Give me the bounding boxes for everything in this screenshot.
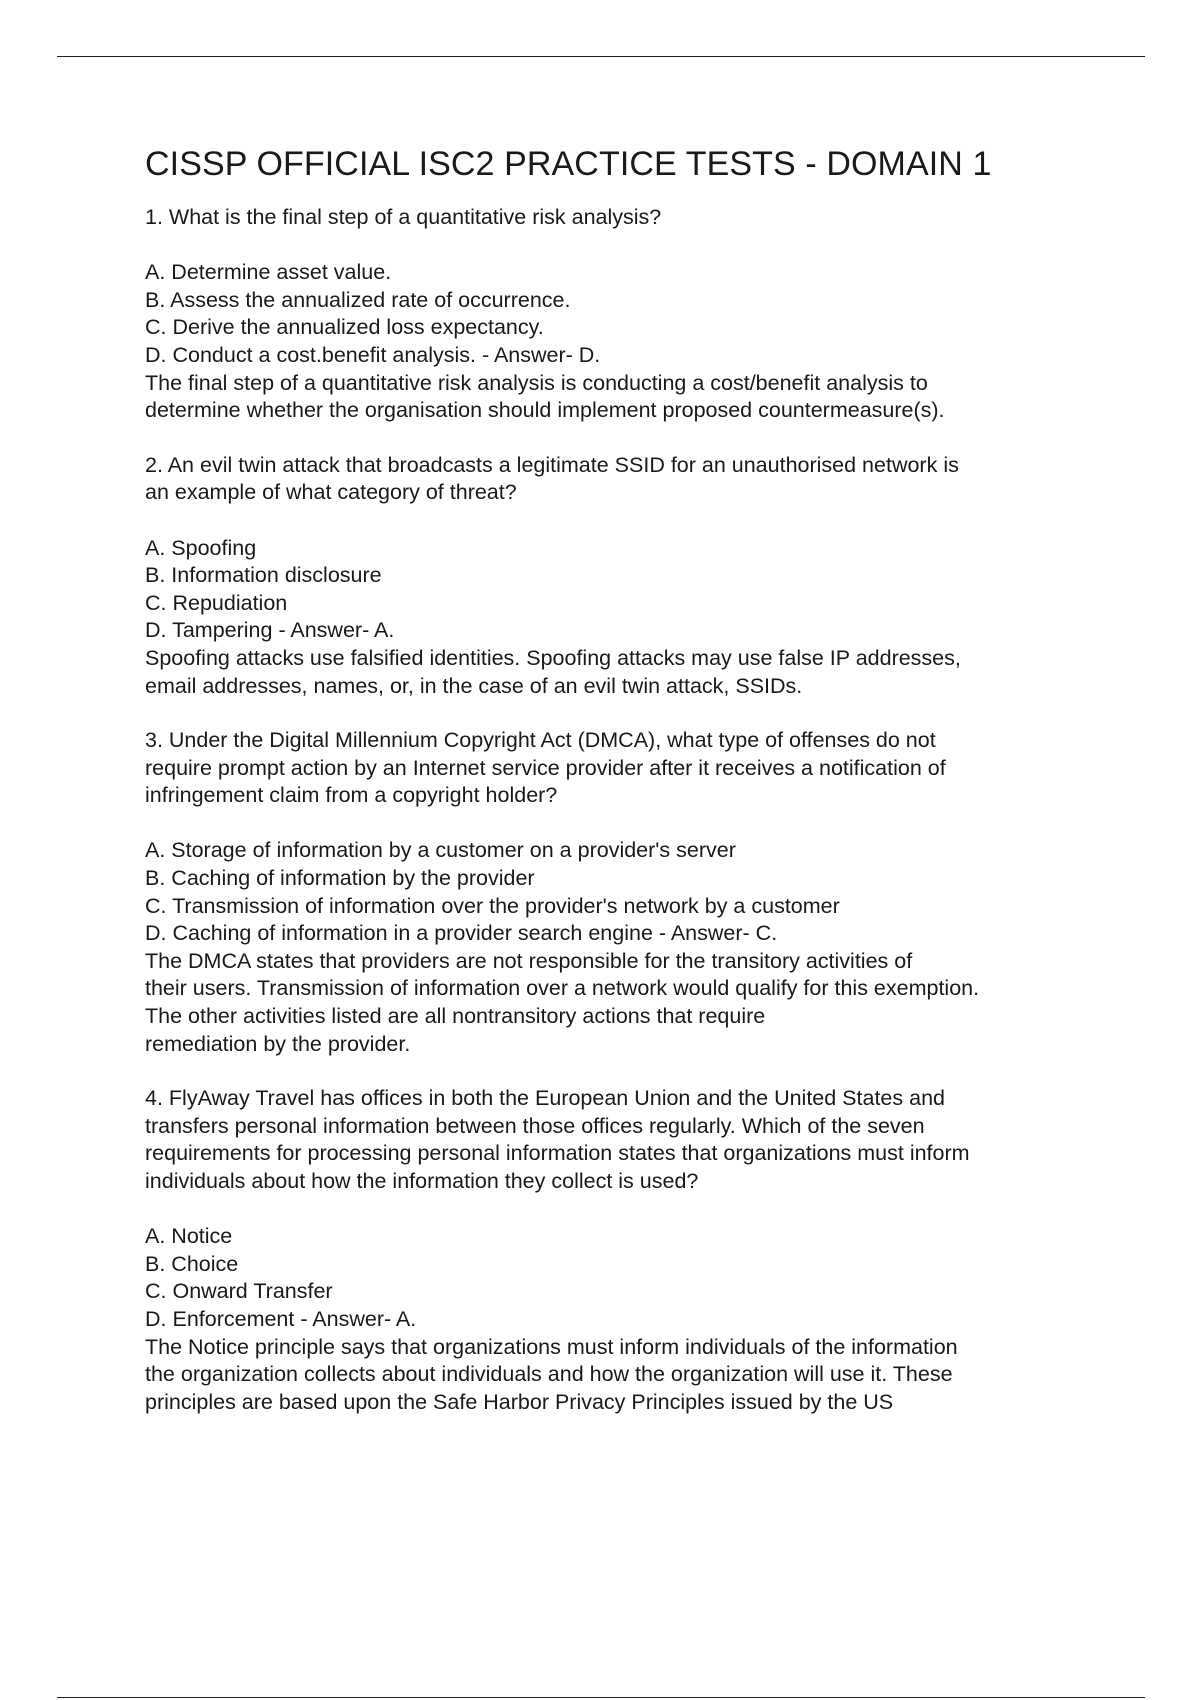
option-a: A. Spoofing (145, 535, 257, 560)
bottom-rule (57, 1697, 1145, 1698)
spacer (145, 232, 1105, 260)
option-d-with-answer: D. Tampering - Answer- A. (145, 618, 395, 643)
question-block (145, 1085, 1105, 1416)
question-block (145, 204, 1105, 425)
question-stem: transfers personal information between those offices regularly. Which of the seven (145, 1113, 925, 1138)
question-stem: 1. What is the final step of a quantitative risk analysis? (145, 205, 662, 229)
option-d-with-answer: D. Caching of information in a provider search engine - Answer- C. (145, 921, 778, 946)
explanation-line: Spoofing attacks use falsified identities. Spoofing attacks may use false IP addresses, (145, 645, 961, 670)
option-c: C. Repudiation (145, 590, 288, 615)
explanation-line: principles are based upon the Safe Harbor Privacy Principles issued by the US (145, 1389, 894, 1414)
option-c: C. Derive the annualized loss expectancy. (145, 315, 544, 340)
option-a: A. Storage of information by a customer on a provider's server (145, 838, 736, 863)
option-c: C. Onward Transfer (145, 1279, 333, 1304)
option-d-with-answer: D. Conduct a cost.benefit analysis. - Answer- D. (145, 342, 601, 367)
explanation-line: The other activities listed are all nontransitory actions that require (145, 1004, 766, 1029)
option-b: B. Choice (145, 1251, 239, 1276)
explanation-line: remediation by the provider. (145, 1031, 411, 1056)
option-b: B. Assess the annualized rate of occurrence. (145, 287, 571, 312)
explanation-line: The Notice principle says that organizations must inform individuals of the information (145, 1334, 958, 1359)
question-stem: require prompt action by an Internet service provider after it receives a notification of (145, 755, 946, 780)
question-stem: 2. An evil twin attack that broadcasts a legitimate SSID for an unauthorised network is (145, 452, 959, 477)
question-stem: 4. FlyAway Travel has offices in both the European Union and the United States and (145, 1086, 945, 1111)
option-a: A. Notice (145, 1224, 233, 1249)
option-a: A. Determine asset value. (145, 260, 392, 285)
spacer (145, 1196, 1105, 1224)
question-stem: individuals about how the information they collect is used? (145, 1169, 699, 1193)
option-d-with-answer: D. Enforcement - Answer- A. (145, 1306, 417, 1331)
spacer (145, 810, 1105, 838)
question-stem: 3. Under the Digital Millennium Copyright Act (DMCA), what type of offenses do not (145, 728, 936, 753)
page-title: CISSP OFFICIAL ISC2 PRACTICE TESTS - DOMAIN 1 (145, 145, 992, 183)
question-stem: an example of what category of threat? (145, 480, 517, 505)
option-c: C. Transmission of information over the provider's network by a customer (145, 893, 840, 918)
question-block (145, 727, 1105, 1058)
option-b: B. Information disclosure (145, 563, 382, 588)
explanation-line: email addresses, names, or, in the case of an evil twin attack, SSIDs. (145, 673, 803, 698)
spacer (145, 507, 1105, 535)
question-stem: infringement claim from a copyright holder? (145, 783, 558, 808)
option-b: B. Caching of information by the provider (145, 866, 535, 891)
explanation-line: determine whether the organisation should implement proposed countermeasure(s). (145, 398, 945, 423)
explanation-line: The DMCA states that providers are not responsible for the transitory activities of (145, 948, 913, 973)
explanation-line: The final step of a quantitative risk analysis is conducting a cost/benefit analysis to (145, 370, 928, 395)
explanation-line: the organization collects about individuals and how the organization will use it. These (145, 1362, 953, 1387)
question-stem: requirements for processing personal information states that organizations must inform (145, 1141, 970, 1166)
top-rule (57, 56, 1145, 57)
question-block (145, 452, 1105, 700)
explanation-line: their users. Transmission of information over a network would qualify for this exemption. (145, 976, 980, 1001)
page-content (145, 144, 1105, 1443)
